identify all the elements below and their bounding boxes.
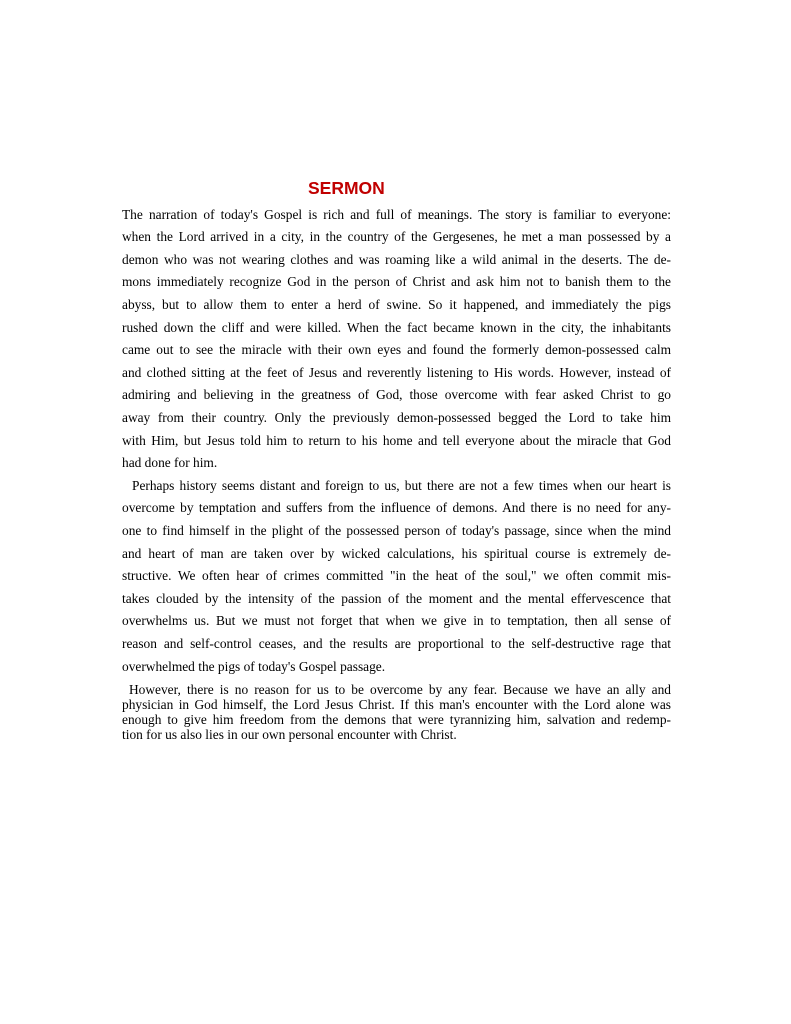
text-line: Perhaps history seems distant and foreign to us, but there are not a few times when our heart is [132,477,671,493]
text-line: with Him, but Jesus told him to return to his home and tell everyone about the miracle that God [122,432,671,448]
text-line: However, there is no reason for us to be overcome by any fear. Because we have an ally and [129,682,671,698]
text-line: overwhelms us. But we must not forget that when we give in to temptation, then all sense of [122,613,671,629]
text-line: overwhelmed the pigs of today's Gospel passage. [122,658,386,674]
text-line: reason and self-control ceases, and the results are proportional to the self-destructive rage that [122,635,671,651]
text-line: away from their country. Only the previously demon-possessed begged the Lord to take him [122,410,671,426]
text-line: mons immediately recognize God in the person of Christ and ask him not to banish them to the [122,274,671,290]
text-line: one to find himself in the plight of the possessed person of today's passage, since when the mind [122,523,671,538]
text-line: physician in God himself, the Lord Jesus Christ. If this man's encounter with the Lord alone was [122,697,671,713]
text-line: when the Lord arrived in a city, in the country of the Gergesenes, he met a man possessed by a [122,229,671,245]
text-line: abyss, but to allow them to enter a herd of swine. So it happened, and immediately the pigs [122,297,671,313]
text-line: had done for him. [122,455,218,471]
text-line: came out to see the miracle with their own eyes and found the formerly demon-possessed calm [122,342,671,358]
text-line: demon who was not wearing clothes and was roaming like a wild animal in the deserts. The de- [122,251,671,267]
paragraph [122,475,671,678]
page-title: SERMON [308,178,385,198]
paragraph [122,682,671,742]
text-line: and clothed sitting at the feet of Jesus and reverently listening to His words. However, instead of [122,364,671,380]
text-line: The narration of today's Gospel is rich and full of meanings. The story is familiar to everyone: [122,206,671,222]
paragraph [122,204,671,475]
text-line: tion for us also lies in our own personal encounter with Christ. [122,727,457,743]
text-line: and heart of man are taken over by wicked calculations, his spiritual course is extremely de- [122,545,671,561]
text-line: structive. We often hear of crimes committed "in the heat of the soul," we often commit mis- [122,568,671,584]
text-line: takes clouded by the intensity of the passion of the moment and the mental effervescence that [122,590,671,606]
text-line: rushed down the cliff and were killed. When the fact became known in the city, the inhabitants [122,319,671,335]
sermon-body [122,204,671,743]
text-line: admiring and believing in the greatness of God, those overcome with fear asked Christ to go [122,387,671,403]
text-line: overcome by temptation and suffers from the influence of demons. And there is no need for any- [122,500,671,516]
text-line: enough to give him freedom from the demons that were tyrannizing him, salvation and redemp- [122,712,671,728]
